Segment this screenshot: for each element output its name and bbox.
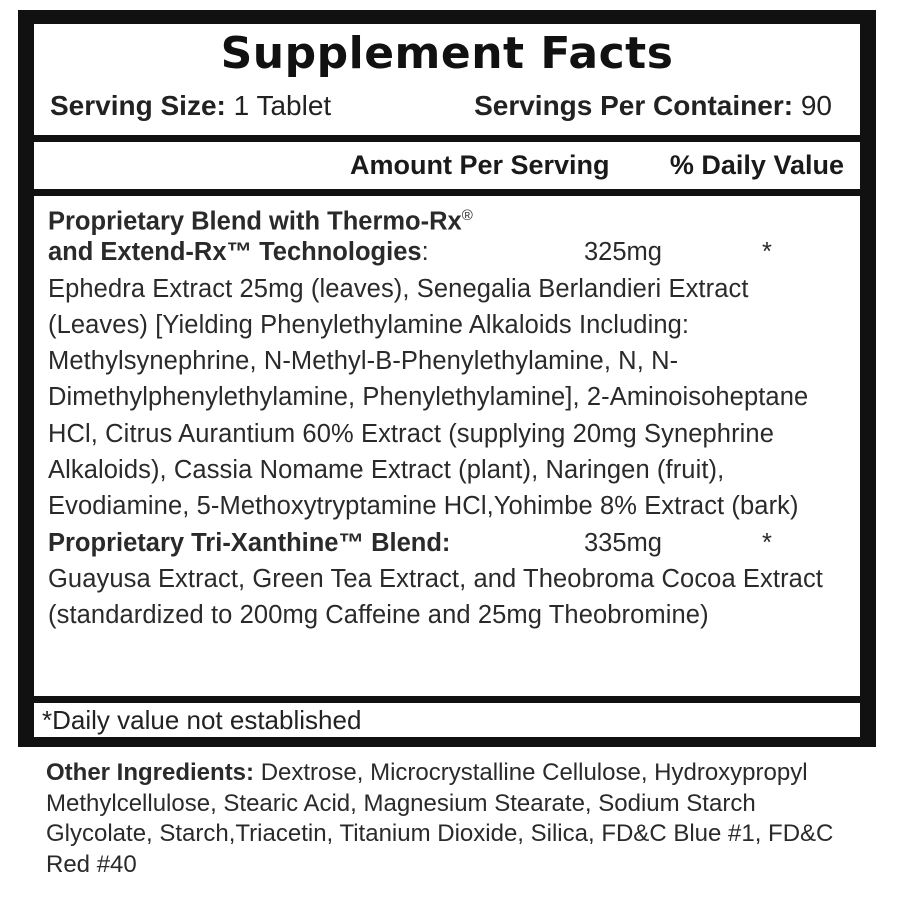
ingredients-body	[48, 198, 850, 634]
blend-1-name: Proprietary Blend with Thermo-Rx	[48, 207, 462, 236]
supplement-facts-panel	[18, 10, 876, 747]
footnote-section	[34, 703, 860, 737]
column-header-row	[34, 142, 860, 189]
servings-per-container	[474, 88, 832, 124]
blend-1-daily-value: *	[762, 238, 772, 267]
other-ingredients	[46, 758, 856, 880]
serving-size-value: 1 Tablet	[233, 90, 332, 121]
blend-2-amount: 335mg	[584, 528, 662, 557]
blend-1-amount: 325mg	[584, 238, 662, 267]
blend-1-ingredients: Ephedra Extract 25mg (leaves), Senegalia Berlandieri Extract (Leaves) [Yielding Phenylethylamine Alkaloids Including: Methylsynephrine, N-Methyl-B-Phenylethylamine, N, N-Dimethylphenylethylamine, Phenylethylamine], 2-Aminoisoheptane HCl, Citrus Aurantium 60% Extract (supplying 20mg Synephrine Alkaloids), Cassia Nomame Extract (plant), Naringen (fruit), Evodiamine, 5-Methoxytryptamine HCl,Yohimbe 8% Extract (bark)	[48, 274, 809, 521]
blend-2-daily-value: *	[762, 528, 772, 557]
other-ingredients-label: Other Ingredients:	[46, 759, 255, 786]
daily-value-footnote: *Daily value not established	[42, 705, 362, 735]
blend-1-name-colon: :	[421, 238, 429, 267]
header-section	[34, 24, 860, 135]
serving-size-label: Serving Size:	[50, 90, 226, 121]
blend-1-name-line2	[48, 234, 850, 270]
servings-per-container-label: Servings Per Container:	[474, 90, 794, 121]
blend-2-name: Proprietary Tri-Xanthine™ Blend:	[48, 528, 451, 557]
other-ingredients-text: Dextrose, Microcrystalline Cellulose, Hydroxypropyl Methylcellulose, Stearic Acid, Magnesium Stearate, Sodium Starch Glycolate, Starch,Triacetin, Titanium Dioxide, Silica, FD&C Blue #1, FD&C Red #40	[46, 759, 834, 878]
blend-1-name-line1	[48, 198, 850, 234]
serving-info-row	[50, 88, 844, 124]
amount-per-serving-header: Amount Per Serving	[350, 150, 610, 180]
blend-1-name-continued: and Extend-Rx™ Technologies	[48, 238, 422, 267]
serving-size	[50, 88, 331, 124]
daily-value-header: % Daily Value	[669, 150, 844, 180]
panel-title: Supplement Facts	[220, 28, 674, 79]
registered-mark: ®	[461, 207, 473, 224]
blend-2-row	[48, 525, 850, 561]
ingredients-section	[34, 196, 860, 696]
servings-per-container-value: 90	[800, 90, 832, 121]
blend-2-ingredients: Guayusa Extract, Green Tea Extract, and Theobroma Cocoa Extract (standardized to 200mg Caffeine and 25mg Theobromine)	[48, 564, 823, 630]
